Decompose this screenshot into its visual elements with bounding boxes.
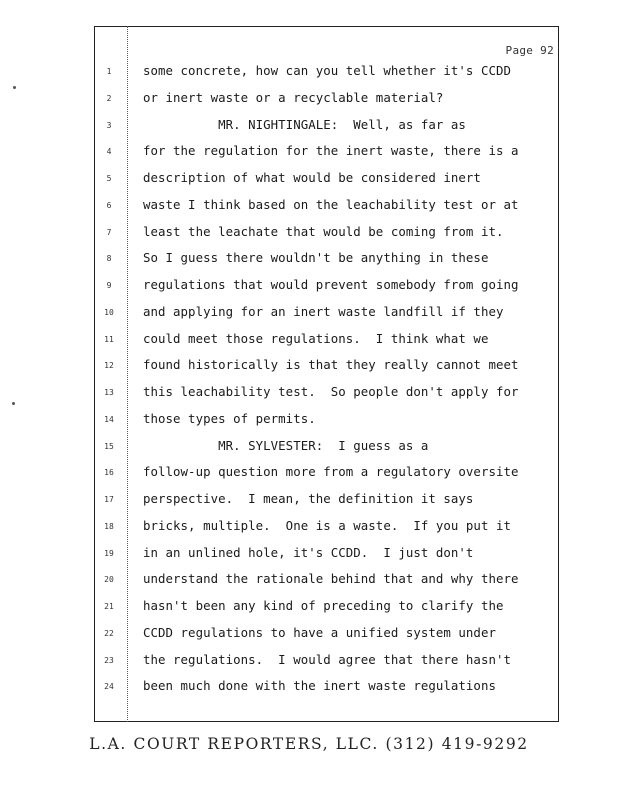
transcript-line (0, 491, 618, 515)
transcript-line (0, 304, 618, 328)
line-text: those types of permits. (143, 410, 316, 426)
line-number: 15 (104, 441, 114, 451)
transcript-line (0, 625, 618, 649)
transcript-line (0, 357, 618, 381)
line-text: hasn't been any kind of preceding to clarify the (143, 598, 504, 613)
line-text: could meet those regulations. I think what we (143, 330, 489, 346)
transcript-line (0, 197, 618, 221)
transcript-line (0, 143, 618, 167)
line-text: MR. SYLVESTER: I guess as a (143, 437, 429, 453)
transcript-line (0, 331, 618, 355)
transcript-line (0, 277, 618, 301)
line-number: 6 (106, 200, 112, 210)
transcript-line (0, 678, 618, 702)
line-text: some concrete, how can you tell whether it's CCDD (143, 63, 511, 78)
transcript-line (0, 63, 618, 87)
line-text: bricks, multiple. One is a waste. If you put it (143, 517, 511, 533)
scan-speck (12, 402, 15, 405)
line-text: for the regulation for the inert waste, there is a (143, 143, 519, 159)
line-number: 8 (106, 254, 112, 264)
line-text: perspective. I mean, the definition it says (143, 491, 474, 506)
line-number: 17 (104, 495, 114, 504)
line-text: in an unlined hole, it's CCDD. I just don't (143, 544, 474, 560)
court-reporter-footer: L.A. COURT REPORTERS, LLC. (312) 419-9292 (89, 735, 529, 753)
line-number: 11 (104, 334, 114, 344)
transcript-line (0, 117, 618, 141)
line-text: So I guess there wouldn't be anything in these (143, 250, 489, 266)
line-number: 24 (104, 682, 114, 692)
line-number: 21 (104, 602, 114, 611)
transcript-line (0, 90, 618, 114)
scan-speck (13, 86, 16, 89)
line-number: 10 (104, 307, 114, 317)
line-text: been much done with the inert waste regulations (143, 678, 496, 694)
line-text: the regulations. I would agree that there hasn't (143, 651, 511, 667)
line-number: 4 (106, 147, 112, 157)
transcript-line (0, 518, 618, 542)
line-number: 16 (104, 468, 114, 478)
line-text: follow-up question more from a regulatory oversite (143, 464, 519, 480)
line-number: 3 (106, 120, 112, 130)
line-number: 7 (106, 227, 112, 237)
line-number: 14 (104, 414, 114, 424)
line-text: this leachability test. So people don't apply for (143, 384, 519, 399)
line-number: 2 (106, 93, 112, 103)
line-number: 20 (104, 575, 114, 585)
transcript-line (0, 545, 618, 569)
line-text: waste I think based on the leachability test or at (143, 196, 519, 212)
line-number: 9 (106, 281, 112, 290)
transcript-line (0, 170, 618, 194)
line-text: found historically is that they really cannot meet (143, 357, 519, 373)
transcript-line (0, 411, 618, 435)
transcript-line (0, 464, 618, 488)
line-text: regulations that would prevent somebody from going (143, 277, 519, 292)
line-number: 12 (104, 361, 114, 371)
line-number: 13 (104, 388, 114, 397)
line-text: and applying for an inert waste landfill if they (143, 303, 504, 319)
transcript-line (0, 384, 618, 408)
transcript-line (0, 224, 618, 248)
line-number: 19 (104, 548, 114, 558)
line-text: description of what would be considered inert (143, 170, 481, 185)
transcript-line (0, 250, 618, 274)
transcript-line (0, 598, 618, 622)
line-number: 1 (106, 67, 112, 76)
line-text: or inert waste or a recyclable material? (143, 89, 444, 105)
line-text: CCDD regulations to have a unified system under (143, 624, 496, 640)
transcript-line (0, 652, 618, 676)
line-text: least the leachate that would be coming from it. (143, 223, 504, 239)
line-number: 18 (104, 521, 114, 531)
line-number: 22 (104, 628, 114, 638)
line-text: MR. NIGHTINGALE: Well, as far as (143, 116, 466, 132)
line-number: 5 (106, 174, 112, 183)
line-text: understand the rationale behind that and why there (143, 571, 519, 587)
transcript-line (0, 571, 618, 595)
page-number: Page 92 (505, 44, 554, 57)
line-number: 23 (104, 655, 114, 665)
transcript-line (0, 438, 618, 462)
